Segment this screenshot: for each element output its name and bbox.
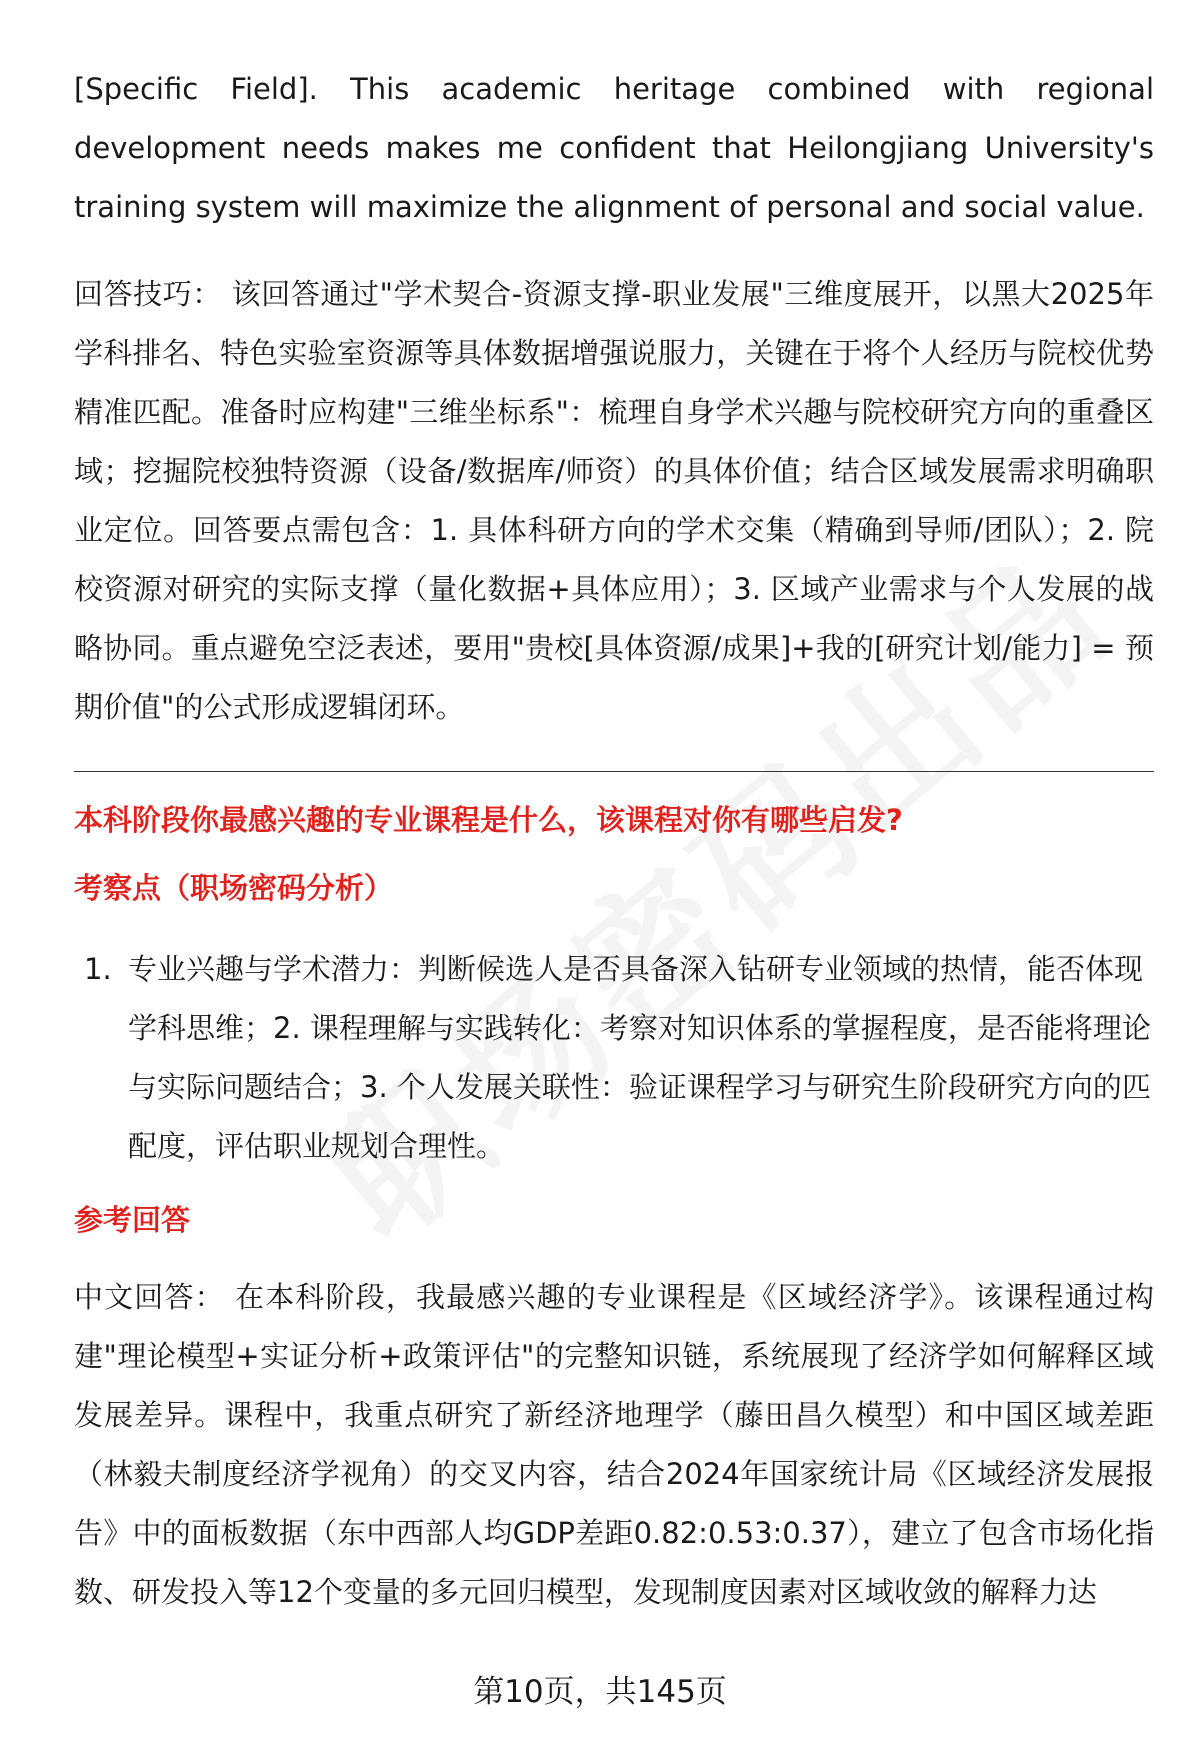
list-item-number: 1. (84, 952, 112, 986)
page-number-footer: 第10页，共145页 (473, 1674, 727, 1710)
page-content (74, 60, 1154, 1622)
answer-tip-paragraph: 回答技巧： 该回答通过"学术契合-资源支撑-职业发展"三维度展开，以黑大2025年学科排名、特色实验室资源等具体数据增强说服力，关键在于将个人经历与院校优势精准匹配。准备时应构建"三维坐标系"：梳理自身学术兴趣与院校研究方向的重叠区域；挖掘院校独特资源（设备/数据库/师资）的具体价值；结合区域发展需求明确职业定位。回答要点需包含：1. 具体科研方向的学术交集（精确到导师/团队）；2. 院校资源对研究的实际支撑（量化数据+具体应用）；3. 区域产业需求与个人发展的战略协同。重点避免空泛表述，要用"贵校[具体资源/成果]+我的[研究计划/能力] = 预期价值"的公式形成逻辑闭环。 (74, 277, 1154, 724)
answer-paragraph: 中文回答： 在本科阶段，我最感兴趣的专业课程是《区域经济学》。该课程通过构建"理论模型+实证分析+政策评估"的完整知识链，系统展现了经济学如何解释区域发展差异。课程中，我重点研究了新经济地理学（藤田昌久模型）和中国区域差距（林毅夫制度经济学视角）的交叉内容，结合2024年国家统计局《区域经济发展报告》中的面板数据（东中西部人均GDP差距0.82:0.53:0.37），建立了包含市场化指数、研发投入等12个变量的多元回归模型，发现制度因素对区域收敛的解释力达 (74, 1280, 1154, 1609)
intro-paragraph: [Specific Field]. This academic heritage combined with regional development needs makes me confident that Heilongjiang University's training system will maximize the alignment of personal and social value. (74, 72, 1154, 224)
assess-points-list (74, 940, 1154, 1176)
question-heading: 本科阶段你最感兴趣的专业课程是什么，该课程对你有哪些启发? (74, 803, 903, 837)
section-divider (74, 771, 1154, 772)
assess-heading: 考察点（职场密码分析） (74, 871, 394, 905)
list-item-text: 专业兴趣与学术潜力：判断候选人是否具备深入钻研专业领域的热情，能否体现学科思维；2. 课程理解与实践转化：考察对知识体系的掌握程度，是否能将理论与实际问题结合；3. 个人发展关联性：验证课程学习与研究生阶段研究方向的匹配度，评估职业规划合理性。 (128, 952, 1151, 1163)
list-item (74, 940, 1154, 1176)
answer-heading: 参考回答 (74, 1203, 191, 1237)
